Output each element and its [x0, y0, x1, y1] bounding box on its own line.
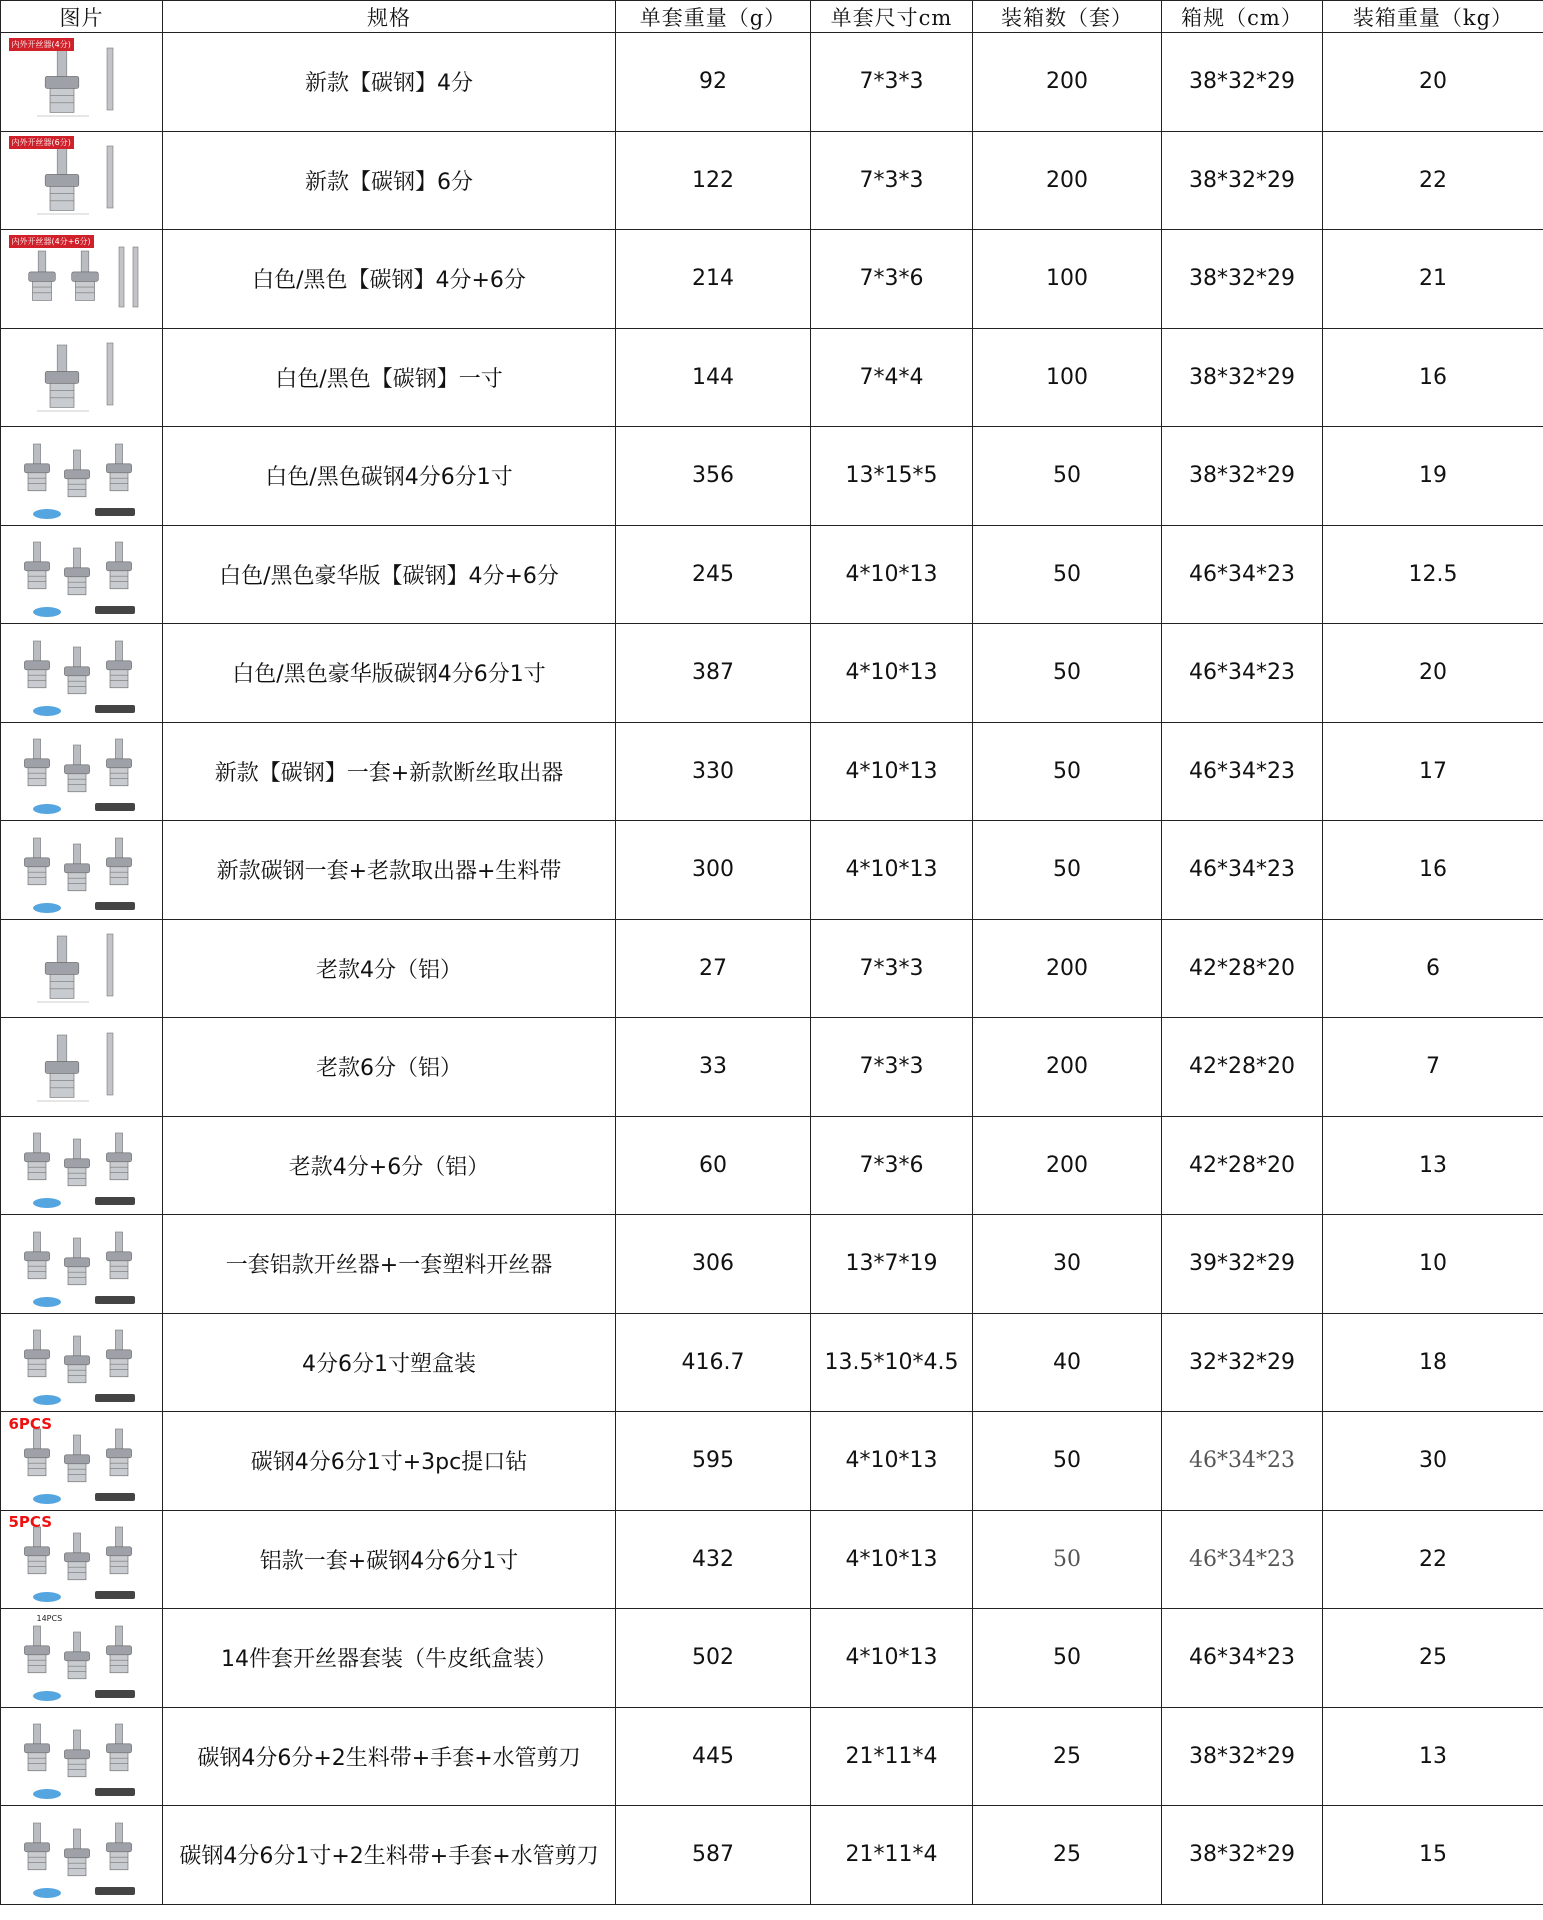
table-row [1, 131, 1543, 230]
qty-cell: 50 [973, 821, 1162, 920]
unit-weight-cell: 144 [616, 328, 811, 427]
unit-weight-cell: 432 [616, 1510, 811, 1609]
tool-shape [106, 1626, 131, 1673]
unit-size-cell: 7*4*4 [811, 328, 973, 427]
tool-shape [106, 1330, 131, 1377]
spec-cell: 老款4分+6分（铝） [163, 1116, 616, 1215]
unit-weight-cell: 356 [616, 427, 811, 526]
carton-weight-cell: 10 [1323, 1215, 1543, 1314]
image-cell [1, 328, 163, 427]
tool-shape [106, 444, 131, 491]
spec-cell: 新款【碳钢】一套+新款断丝取出器 [163, 722, 616, 821]
table-row [1, 1510, 1543, 1609]
product-thumbnail-icon [7, 1710, 157, 1802]
thumbnail-tag: 内外开丝器(6分) [9, 136, 74, 149]
product-thumbnail [7, 528, 157, 620]
tool-shape [64, 1238, 89, 1285]
tool-shape [24, 1527, 49, 1574]
table-row [1, 525, 1543, 624]
header-qty: 装箱数（套） [973, 1, 1162, 33]
product-thumbnail [7, 1710, 157, 1802]
carton-weight-cell: 13 [1323, 1707, 1543, 1806]
tool-shape [106, 1527, 131, 1574]
table-row [1, 1116, 1543, 1215]
unit-size-cell: 13*15*5 [811, 427, 973, 526]
tool-shape [24, 1724, 49, 1771]
product-thumbnail [7, 1415, 157, 1507]
qty-cell: 50 [973, 1510, 1162, 1609]
unit-weight-cell: 300 [616, 821, 811, 920]
unit-size-cell: 4*10*13 [811, 525, 973, 624]
unit-size-cell: 4*10*13 [811, 821, 973, 920]
unit-size-cell: 13.5*10*4.5 [811, 1313, 973, 1412]
image-cell [1, 1018, 163, 1117]
spec-cell: 白色/黑色豪华版【碳钢】4分+6分 [163, 525, 616, 624]
carton-weight-cell: 18 [1323, 1313, 1543, 1412]
tool-shape [64, 647, 89, 694]
table-row [1, 722, 1543, 821]
product-thumbnail [7, 1513, 157, 1605]
unit-size-cell: 7*3*3 [811, 33, 973, 132]
product-thumbnail [7, 331, 157, 423]
carton-weight-cell: 21 [1323, 230, 1543, 329]
carton-cell: 42*28*20 [1162, 1116, 1323, 1215]
product-thumbnail-icon [7, 1218, 157, 1310]
carton-cell: 38*32*29 [1162, 427, 1323, 526]
table-row [1, 1707, 1543, 1806]
unit-weight-cell: 387 [616, 624, 811, 723]
tool-shape [45, 50, 79, 112]
carton-cell: 42*28*20 [1162, 1018, 1323, 1117]
image-cell [1, 1412, 163, 1511]
table-row [1, 1313, 1543, 1412]
unit-weight-cell: 245 [616, 525, 811, 624]
table-row [1, 821, 1543, 920]
qty-cell: 40 [973, 1313, 1162, 1412]
product-thumbnail [7, 1612, 157, 1704]
header-image: 图片 [1, 1, 163, 33]
carton-weight-cell: 30 [1323, 1412, 1543, 1511]
qty-cell: 200 [973, 33, 1162, 132]
carton-cell: 46*34*23 [1162, 821, 1323, 920]
carton-weight-cell: 20 [1323, 624, 1543, 723]
spec-cell: 新款碳钢一套+老款取出器+生料带 [163, 821, 616, 920]
unit-size-cell: 4*10*13 [811, 1609, 973, 1708]
tool-shape [64, 844, 89, 891]
qty-cell: 200 [973, 919, 1162, 1018]
spec-cell: 白色/黑色豪华版碳钢4分6分1寸 [163, 624, 616, 723]
table-row [1, 328, 1543, 427]
unit-size-cell: 21*11*4 [811, 1707, 973, 1806]
tool-shape [64, 450, 89, 497]
thumbnail-tag: 内外开丝器(4分) [9, 38, 74, 51]
table-row [1, 1215, 1543, 1314]
product-thumbnail-icon [7, 1119, 157, 1211]
product-thumbnail-icon [7, 725, 157, 817]
spec-cell: 老款6分（铝） [163, 1018, 616, 1117]
table-row [1, 33, 1543, 132]
tool-shape [24, 739, 49, 786]
header-row [1, 1, 1543, 33]
tool-shape [71, 251, 98, 300]
carton-weight-cell: 16 [1323, 821, 1543, 920]
spec-cell: 碳钢4分6分1寸+2生料带+手套+水管剪刀 [163, 1806, 616, 1905]
tool-shape [64, 1435, 89, 1482]
unit-size-cell: 7*3*3 [811, 131, 973, 230]
carton-cell: 38*32*29 [1162, 1707, 1323, 1806]
image-cell [1, 624, 163, 723]
tool-shape [24, 1626, 49, 1673]
spec-cell: 新款【碳钢】6分 [163, 131, 616, 230]
tool-shape [106, 542, 131, 589]
product-thumbnail-icon [7, 430, 157, 522]
product-thumbnail [7, 725, 157, 817]
header-unit-weight: 单套重量（g） [616, 1, 811, 33]
tool-shape [24, 838, 49, 885]
unit-size-cell: 4*10*13 [811, 722, 973, 821]
image-cell [1, 722, 163, 821]
unit-weight-cell: 445 [616, 1707, 811, 1806]
table-row [1, 230, 1543, 329]
tool-shape [64, 1139, 89, 1186]
tool-shape [64, 745, 89, 792]
carton-weight-cell: 6 [1323, 919, 1543, 1018]
tool-shape [24, 641, 49, 688]
tool-shape [106, 739, 131, 786]
unit-weight-cell: 330 [616, 722, 811, 821]
product-thumbnail [7, 627, 157, 719]
product-thumbnail-icon [7, 1021, 157, 1113]
table-row [1, 1412, 1543, 1511]
product-thumbnail-icon [7, 824, 157, 916]
product-thumbnail [7, 36, 157, 128]
tool-shape [106, 838, 131, 885]
product-thumbnail-icon [7, 1316, 157, 1408]
table-row [1, 1018, 1543, 1117]
spec-cell: 老款4分（铝） [163, 919, 616, 1018]
qty-cell: 25 [973, 1806, 1162, 1905]
qty-cell: 50 [973, 722, 1162, 821]
qty-cell: 100 [973, 328, 1162, 427]
tool-shape [106, 1724, 131, 1771]
product-thumbnail [7, 1021, 157, 1113]
carton-cell: 38*32*29 [1162, 131, 1323, 230]
unit-size-cell: 4*10*13 [811, 624, 973, 723]
tool-shape [45, 1035, 79, 1097]
qty-cell: 50 [973, 525, 1162, 624]
qty-cell: 100 [973, 230, 1162, 329]
unit-weight-cell: 60 [616, 1116, 811, 1215]
header-unit-size: 单套尺寸cm [811, 1, 973, 33]
tool-shape [24, 1232, 49, 1279]
unit-size-cell: 7*3*6 [811, 1116, 973, 1215]
product-thumbnail [7, 1218, 157, 1310]
image-cell [1, 821, 163, 920]
table-row [1, 427, 1543, 526]
image-cell [1, 230, 163, 329]
unit-weight-cell: 502 [616, 1609, 811, 1708]
spec-cell: 14件套开丝器套装（牛皮纸盒装） [163, 1609, 616, 1708]
unit-size-cell: 7*3*6 [811, 230, 973, 329]
carton-cell: 42*28*20 [1162, 919, 1323, 1018]
tool-shape [106, 1133, 131, 1180]
header-spec: 规格 [163, 1, 616, 33]
tool-shape [45, 345, 79, 407]
thumbnail-tag: 5PCS [8, 1513, 53, 1532]
unit-size-cell: 4*10*13 [811, 1510, 973, 1609]
carton-cell: 46*34*23 [1162, 1510, 1323, 1609]
thumbnail-tag: 6PCS [8, 1414, 53, 1433]
tool-shape [24, 1429, 49, 1476]
tool-shape [64, 1829, 89, 1876]
carton-weight-cell: 15 [1323, 1806, 1543, 1905]
carton-cell: 38*32*29 [1162, 230, 1323, 329]
carton-weight-cell: 22 [1323, 1510, 1543, 1609]
unit-weight-cell: 214 [616, 230, 811, 329]
qty-cell: 50 [973, 1609, 1162, 1708]
unit-size-cell: 7*3*3 [811, 1018, 973, 1117]
carton-weight-cell: 25 [1323, 1609, 1543, 1708]
qty-cell: 25 [973, 1707, 1162, 1806]
image-cell [1, 919, 163, 1018]
image-cell [1, 525, 163, 624]
tool-shape [24, 1823, 49, 1870]
qty-cell: 200 [973, 131, 1162, 230]
product-thumbnail-icon [7, 1612, 157, 1704]
tool-shape [64, 1336, 89, 1383]
carton-weight-cell: 20 [1323, 33, 1543, 132]
header-carton-weight: 装箱重量（kg） [1323, 1, 1543, 33]
spec-cell: 白色/黑色【碳钢】4分+6分 [163, 230, 616, 329]
tool-shape [64, 1632, 89, 1679]
carton-weight-cell: 7 [1323, 1018, 1543, 1117]
product-thumbnail-icon [7, 528, 157, 620]
product-thumbnail [7, 824, 157, 916]
tool-shape [64, 548, 89, 595]
qty-cell: 30 [973, 1215, 1162, 1314]
spec-cell: 碳钢4分6分1寸+3pc提口钻 [163, 1412, 616, 1511]
product-thumbnail [7, 134, 157, 226]
carton-cell: 46*34*23 [1162, 1412, 1323, 1511]
product-thumbnail [7, 1119, 157, 1211]
table-row [1, 1806, 1543, 1905]
spec-cell: 碳钢4分6分+2生料带+手套+水管剪刀 [163, 1707, 616, 1806]
image-cell [1, 1707, 163, 1806]
spec-cell: 一套铝款开丝器+一套塑料开丝器 [163, 1215, 616, 1314]
image-cell [1, 1215, 163, 1314]
qty-cell: 200 [973, 1018, 1162, 1117]
image-cell [1, 1806, 163, 1905]
carton-cell: 46*34*23 [1162, 722, 1323, 821]
image-cell [1, 1116, 163, 1215]
product-thumbnail [7, 922, 157, 1014]
thumbnail-tag: 14PCS [36, 1613, 63, 1623]
carton-cell: 39*32*29 [1162, 1215, 1323, 1314]
tool-shape [64, 1730, 89, 1777]
unit-weight-cell: 122 [616, 131, 811, 230]
unit-weight-cell: 92 [616, 33, 811, 132]
unit-weight-cell: 306 [616, 1215, 811, 1314]
product-thumbnail [7, 1316, 157, 1408]
product-thumbnail [7, 1809, 157, 1901]
thumbnail-tag: 内外开丝器(4分+6分) [9, 235, 94, 248]
product-thumbnail-icon [7, 331, 157, 423]
tool-shape [24, 1330, 49, 1377]
qty-cell: 50 [973, 1412, 1162, 1511]
spec-cell: 白色/黑色【碳钢】一寸 [163, 328, 616, 427]
header-carton: 箱规（cm） [1162, 1, 1323, 33]
qty-cell: 50 [973, 624, 1162, 723]
carton-weight-cell: 13 [1323, 1116, 1543, 1215]
carton-weight-cell: 17 [1323, 722, 1543, 821]
carton-weight-cell: 19 [1323, 427, 1543, 526]
product-thumbnail-icon [7, 627, 157, 719]
tool-shape [64, 1533, 89, 1580]
carton-weight-cell: 16 [1323, 328, 1543, 427]
qty-cell: 200 [973, 1116, 1162, 1215]
tool-shape [106, 1232, 131, 1279]
product-thumbnail [7, 233, 157, 325]
tool-shape [106, 1429, 131, 1476]
unit-size-cell: 13*7*19 [811, 1215, 973, 1314]
image-cell [1, 1609, 163, 1708]
table-row [1, 624, 1543, 723]
unit-weight-cell: 595 [616, 1412, 811, 1511]
image-cell [1, 427, 163, 526]
unit-weight-cell: 416.7 [616, 1313, 811, 1412]
carton-cell: 38*32*29 [1162, 328, 1323, 427]
carton-weight-cell: 22 [1323, 131, 1543, 230]
spec-cell: 铝款一套+碳钢4分6分1寸 [163, 1510, 616, 1609]
image-cell [1, 1313, 163, 1412]
image-cell [1, 33, 163, 132]
unit-weight-cell: 27 [616, 919, 811, 1018]
product-thumbnail-icon [7, 922, 157, 1014]
carton-cell: 46*34*23 [1162, 1609, 1323, 1708]
unit-weight-cell: 33 [616, 1018, 811, 1117]
spec-cell: 白色/黑色碳钢4分6分1寸 [163, 427, 616, 526]
carton-cell: 46*34*23 [1162, 525, 1323, 624]
tool-shape [24, 542, 49, 589]
tool-shape [106, 1823, 131, 1870]
carton-cell: 38*32*29 [1162, 33, 1323, 132]
tool-shape [24, 1133, 49, 1180]
tool-shape [106, 641, 131, 688]
tool-shape [45, 148, 79, 210]
image-cell [1, 1510, 163, 1609]
qty-cell: 50 [973, 427, 1162, 526]
table-row [1, 1609, 1543, 1708]
spec-cell: 新款【碳钢】4分 [163, 33, 616, 132]
unit-weight-cell: 587 [616, 1806, 811, 1905]
image-cell [1, 131, 163, 230]
unit-size-cell: 4*10*13 [811, 1412, 973, 1511]
product-thumbnail-icon [7, 1809, 157, 1901]
spec-cell: 4分6分1寸塑盒装 [163, 1313, 616, 1412]
tool-shape [24, 444, 49, 491]
unit-size-cell: 7*3*3 [811, 919, 973, 1018]
carton-weight-cell: 12.5 [1323, 525, 1543, 624]
tool-shape [45, 936, 79, 998]
unit-size-cell: 21*11*4 [811, 1806, 973, 1905]
carton-cell: 46*34*23 [1162, 624, 1323, 723]
carton-cell: 32*32*29 [1162, 1313, 1323, 1412]
product-thumbnail [7, 430, 157, 522]
carton-cell: 38*32*29 [1162, 1806, 1323, 1905]
table-row [1, 919, 1543, 1018]
tool-shape [28, 251, 55, 300]
